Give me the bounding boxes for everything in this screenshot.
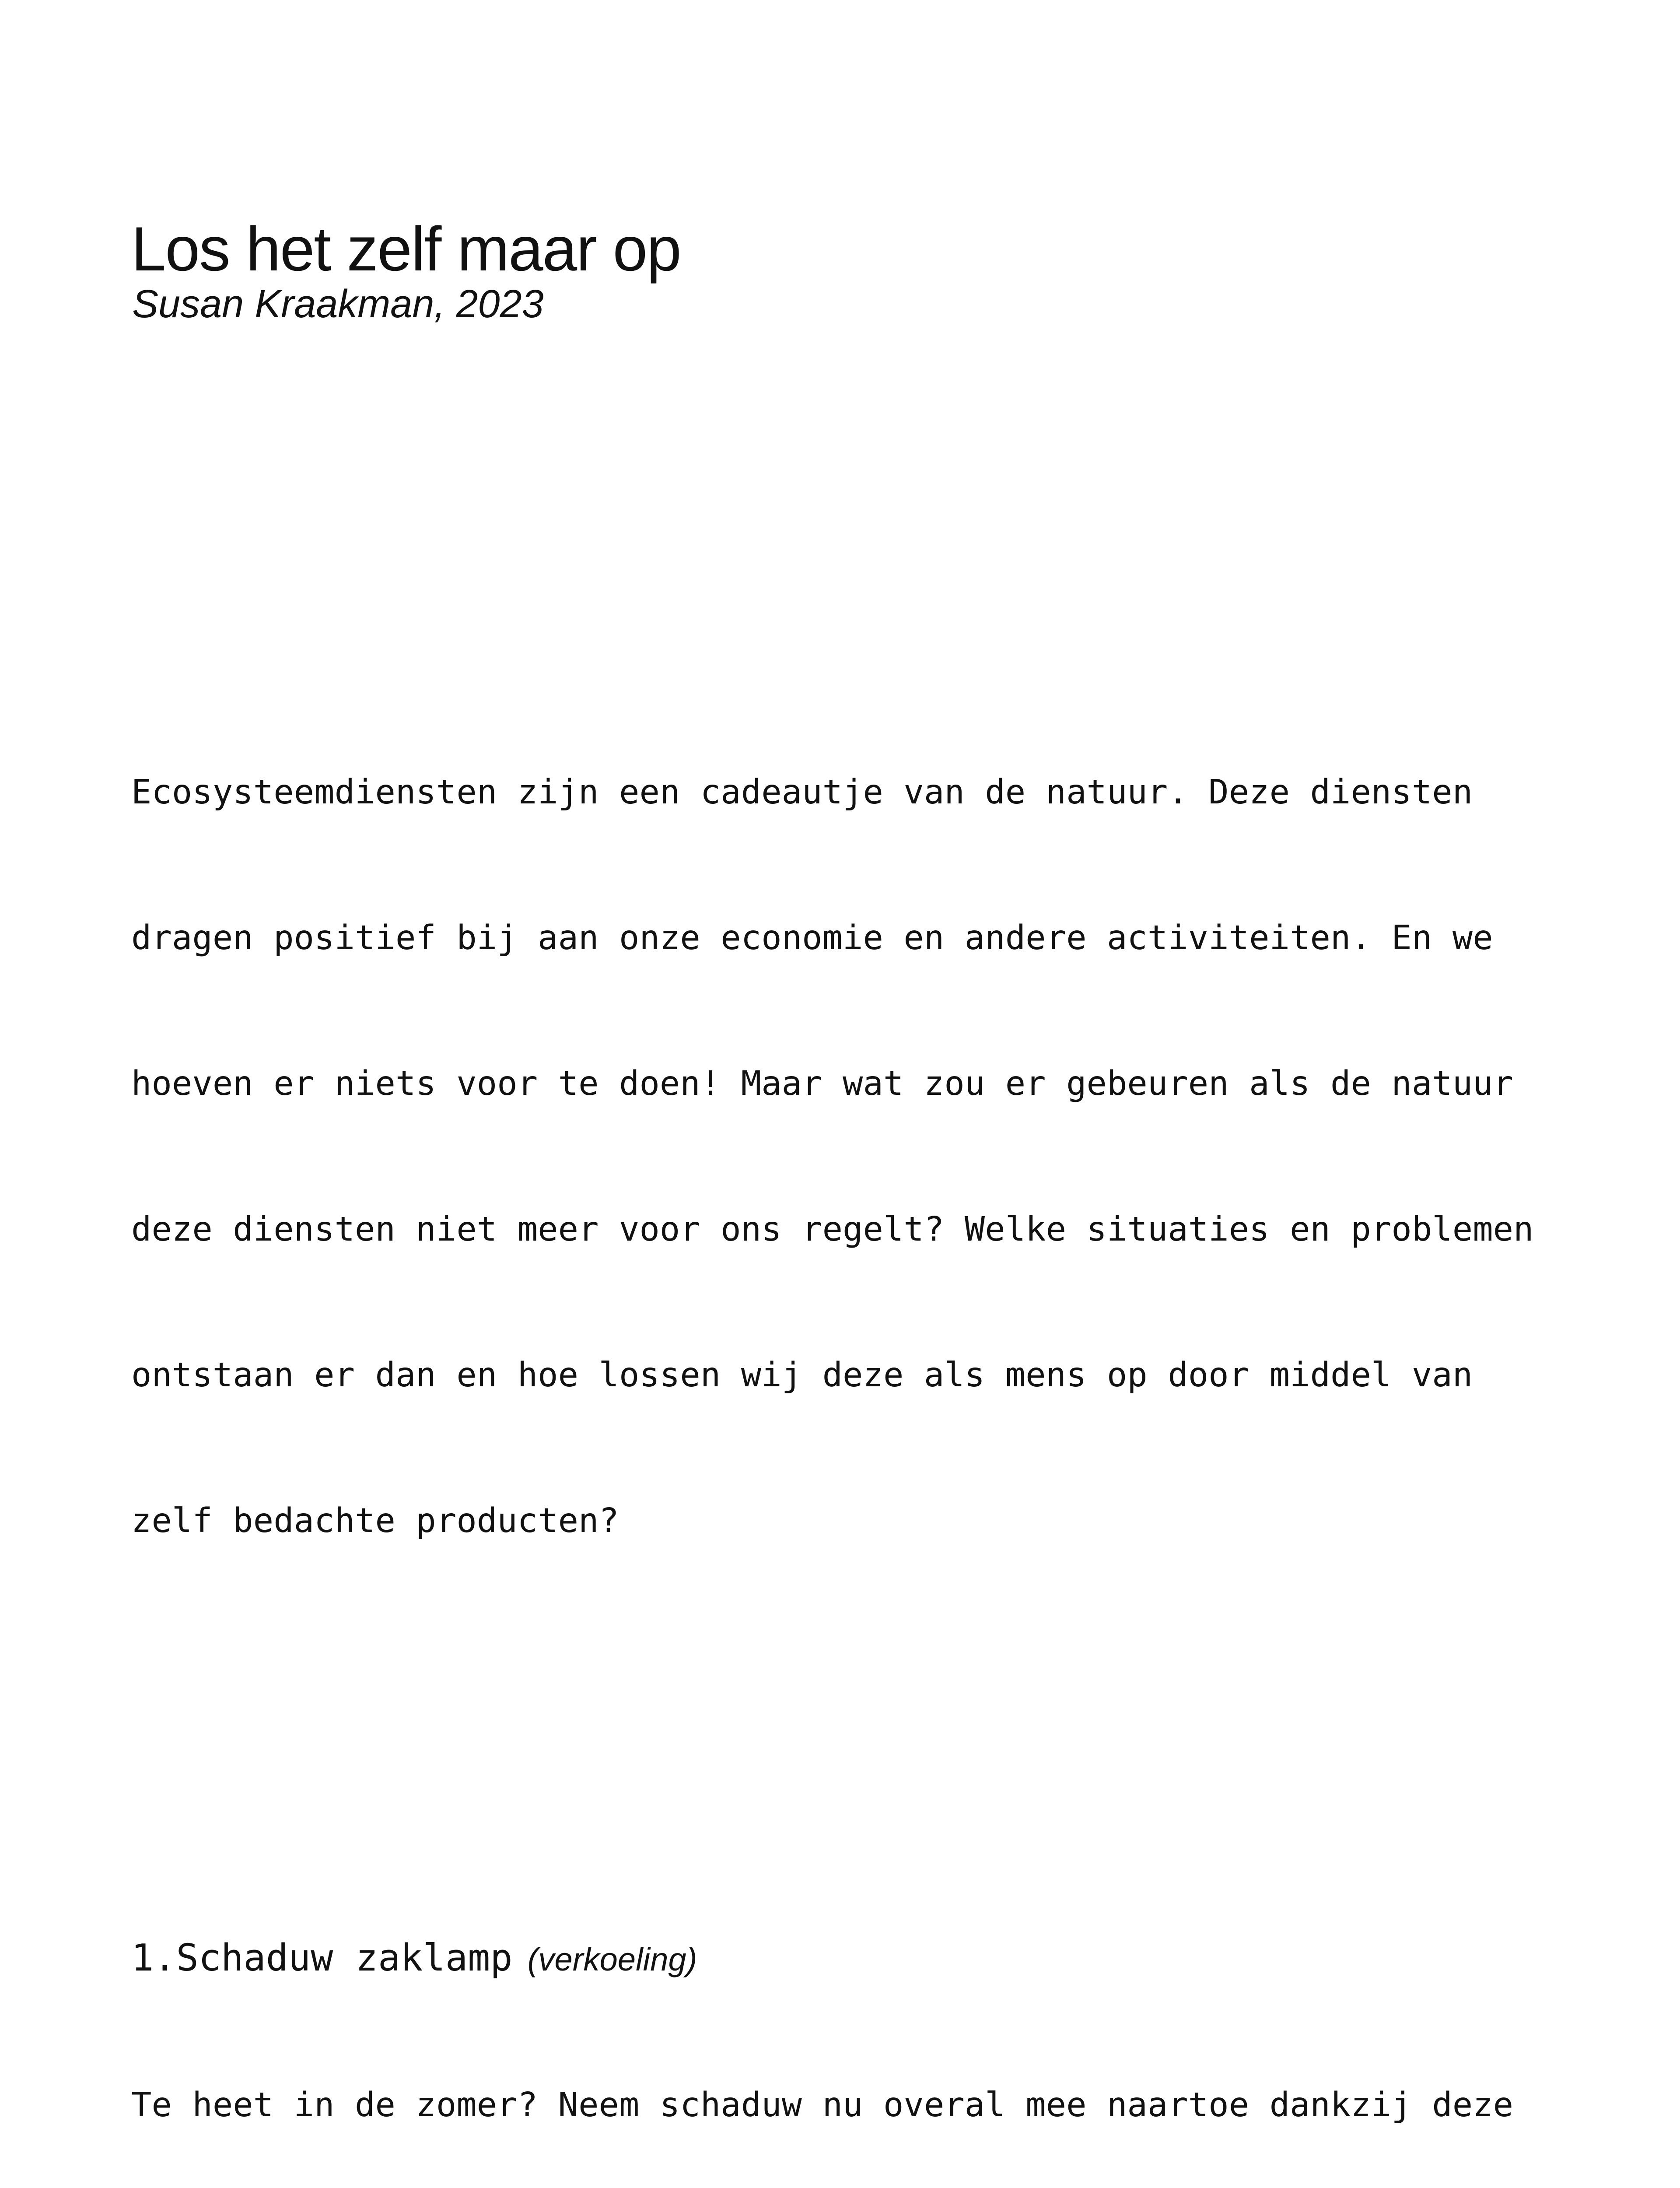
ecosystem-service-tag: (verkoeling) <box>527 1941 697 1978</box>
page-title: Los het zelf maar op <box>131 214 681 284</box>
intro-line: ontstaan er dan en hoe lossen wij deze als mens op door middel van <box>131 1356 1473 1395</box>
intro-line: zelf bedachte producten? <box>131 1501 619 1540</box>
intro-line: hoeven er niets voor te doen! Maar wat zou er gebeuren als de natuur <box>131 1064 1514 1103</box>
product-number: 1. <box>131 1936 176 1980</box>
product-item-1 <box>131 1837 1619 2188</box>
document-body <box>131 525 1619 2188</box>
intro-line: Ecosysteemdiensten zijn een cadeautje van de natuur. Deze diensten <box>131 773 1473 812</box>
intro-paragraph <box>131 671 1619 1642</box>
product-description-line: Te heet in de zomer? Neem schaduw nu overal mee naartoe dankzij deze <box>131 2086 1514 2125</box>
product-heading <box>131 1934 1619 1984</box>
author-byline: Susan Kraakman, 2023 <box>132 282 544 326</box>
intro-line: dragen positief bij aan onze economie en andere activiteiten. En we <box>131 919 1493 957</box>
intro-line: deze diensten niet meer voor ons regelt? Welke situaties en problemen <box>131 1210 1534 1249</box>
product-name: Schaduw zaklamp <box>176 1936 513 1980</box>
